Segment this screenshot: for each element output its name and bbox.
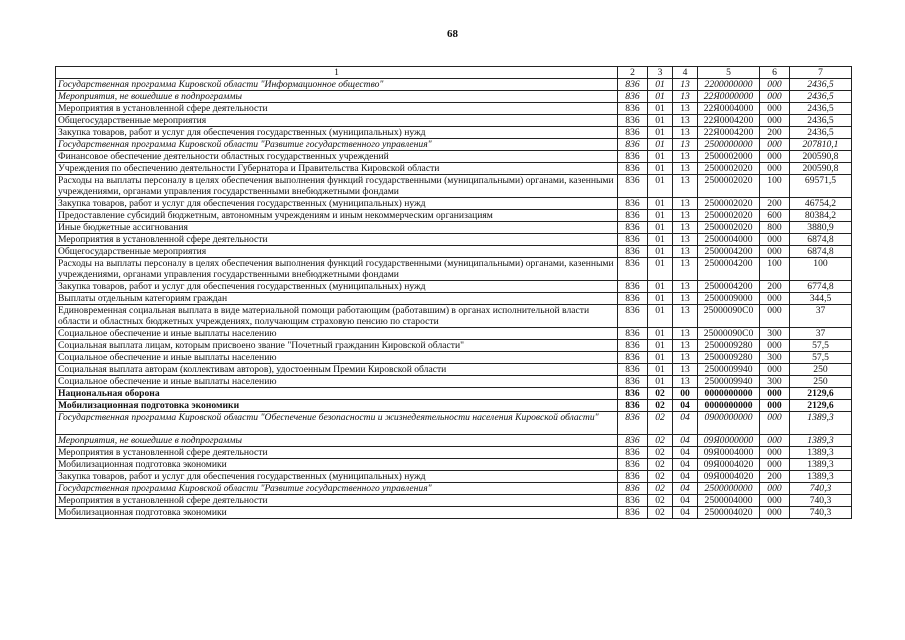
code-article-cell: 2500009940 <box>698 364 760 376</box>
code-expense-type-cell: 300 <box>760 328 790 340</box>
code-article-cell: 2500009280 <box>698 352 760 364</box>
row-name-cell: Государственная программа Кировской области "Информационное общество" <box>56 79 618 91</box>
code-subsection-cell: 13 <box>673 175 698 198</box>
code-ministry-cell: 836 <box>618 435 648 447</box>
code-section-cell: 01 <box>648 115 673 127</box>
code-expense-type-cell: 600 <box>760 210 790 222</box>
row-name-cell: Социальная выплата авторам (коллективам авторов), удостоенным Премии Кировской области <box>56 364 618 376</box>
code-ministry-cell: 836 <box>618 447 648 459</box>
code-expense-type-cell: 000 <box>760 388 790 400</box>
code-section-cell: 02 <box>648 459 673 471</box>
code-subsection-cell: 04 <box>673 471 698 483</box>
code-subsection-cell: 13 <box>673 258 698 281</box>
amount-cell: 37 <box>790 305 852 328</box>
table-row <box>56 91 852 103</box>
code-article-cell: 09Я0004000 <box>698 447 760 459</box>
amount-cell: 250 <box>790 364 852 376</box>
header-cell: 3 <box>648 67 673 79</box>
table-row <box>56 79 852 91</box>
amount-cell: 1389,3 <box>790 459 852 471</box>
header-row <box>56 67 852 79</box>
code-ministry-cell: 836 <box>618 222 648 234</box>
code-article-cell: 2500004020 <box>698 507 760 519</box>
code-ministry-cell: 836 <box>618 495 648 507</box>
code-expense-type-cell: 800 <box>760 222 790 234</box>
code-subsection-cell: 13 <box>673 293 698 305</box>
code-expense-type-cell: 000 <box>760 340 790 352</box>
amount-cell: 6874,8 <box>790 246 852 258</box>
code-ministry-cell: 836 <box>618 340 648 352</box>
code-section-cell: 02 <box>648 447 673 459</box>
code-article-cell: 09Я0000000 <box>698 435 760 447</box>
code-ministry-cell: 836 <box>618 127 648 139</box>
code-ministry-cell: 836 <box>618 246 648 258</box>
row-name-cell: Государственная программа Кировской области "Развитие государственного управления" <box>56 139 618 151</box>
code-subsection-cell: 13 <box>673 352 698 364</box>
code-article-cell: 2500002020 <box>698 198 760 210</box>
amount-cell: 207810,1 <box>790 139 852 151</box>
table-row <box>56 459 852 471</box>
code-subsection-cell: 04 <box>673 435 698 447</box>
code-ministry-cell: 836 <box>618 507 648 519</box>
code-expense-type-cell: 200 <box>760 127 790 139</box>
code-article-cell: 2500002020 <box>698 210 760 222</box>
code-ministry-cell: 836 <box>618 79 648 91</box>
table-row <box>56 340 852 352</box>
code-subsection-cell: 13 <box>673 115 698 127</box>
code-subsection-cell: 00 <box>673 388 698 400</box>
table-row <box>56 163 852 175</box>
code-section-cell: 01 <box>648 151 673 163</box>
row-name-cell: Государственная программа Кировской области "Развитие государственного управления" <box>56 483 618 495</box>
code-expense-type-cell: 000 <box>760 495 790 507</box>
amount-cell: 1389,3 <box>790 471 852 483</box>
amount-cell: 57,5 <box>790 352 852 364</box>
code-subsection-cell: 13 <box>673 151 698 163</box>
code-expense-type-cell: 000 <box>760 400 790 412</box>
code-section-cell: 02 <box>648 483 673 495</box>
code-article-cell: 2500009280 <box>698 340 760 352</box>
code-subsection-cell: 13 <box>673 246 698 258</box>
row-name-cell: Мероприятия в установленной сфере деятельности <box>56 234 618 246</box>
amount-cell: 740,3 <box>790 507 852 519</box>
row-name-cell: Общегосударственные мероприятия <box>56 115 618 127</box>
code-article-cell: 2500002020 <box>698 175 760 198</box>
code-section-cell: 01 <box>648 163 673 175</box>
code-ministry-cell: 836 <box>618 258 648 281</box>
code-section-cell: 01 <box>648 376 673 388</box>
amount-cell: 2436,5 <box>790 91 852 103</box>
header-cell: 2 <box>618 67 648 79</box>
code-ministry-cell: 836 <box>618 483 648 495</box>
table-row <box>56 139 852 151</box>
row-name-cell: Мобилизационная подготовка экономики <box>56 459 618 471</box>
amount-cell: 250 <box>790 376 852 388</box>
code-section-cell: 01 <box>648 328 673 340</box>
row-name-cell: Мероприятия, не вошедшие в подпрограммы <box>56 435 618 447</box>
code-section-cell: 02 <box>648 495 673 507</box>
code-expense-type-cell: 000 <box>760 246 790 258</box>
code-subsection-cell: 04 <box>673 495 698 507</box>
code-subsection-cell: 04 <box>673 507 698 519</box>
table-row <box>56 328 852 340</box>
row-name-cell: Закупка товаров, работ и услуг для обеспечения государственных (муниципальных) нужд <box>56 127 618 139</box>
code-ministry-cell: 836 <box>618 91 648 103</box>
amount-cell: 6874,8 <box>790 234 852 246</box>
code-expense-type-cell: 000 <box>760 459 790 471</box>
table-row <box>56 258 852 281</box>
table-row <box>56 222 852 234</box>
code-subsection-cell: 04 <box>673 459 698 471</box>
code-section-cell: 01 <box>648 305 673 328</box>
code-ministry-cell: 836 <box>618 103 648 115</box>
code-article-cell: 0900000000 <box>698 412 760 435</box>
code-section-cell: 01 <box>648 175 673 198</box>
row-name-cell: Учреждения по обеспечению деятельности Губернатора и Правительства Кировской области <box>56 163 618 175</box>
code-section-cell: 01 <box>648 281 673 293</box>
code-subsection-cell: 04 <box>673 483 698 495</box>
code-expense-type-cell: 300 <box>760 352 790 364</box>
row-name-cell: Выплаты отдельным категориям граждан <box>56 293 618 305</box>
header-cell: 7 <box>790 67 852 79</box>
table-row <box>56 435 852 447</box>
code-ministry-cell: 836 <box>618 412 648 435</box>
amount-cell: 2436,5 <box>790 115 852 127</box>
amount-cell: 2436,5 <box>790 79 852 91</box>
code-article-cell: 25000090С0 <box>698 305 760 328</box>
row-name-cell: Закупка товаров, работ и услуг для обеспечения государственных (муниципальных) нужд <box>56 471 618 483</box>
amount-cell: 57,5 <box>790 340 852 352</box>
table-row <box>56 234 852 246</box>
code-section-cell: 01 <box>648 246 673 258</box>
code-article-cell: 2500009940 <box>698 376 760 388</box>
code-ministry-cell: 836 <box>618 400 648 412</box>
table-row <box>56 495 852 507</box>
code-subsection-cell: 13 <box>673 376 698 388</box>
header-cell: 1 <box>56 67 618 79</box>
row-name-cell: Расходы на выплаты персоналу в целях обеспечения выполнения функций государственными (муниципальными) органами, казенными учреждениями, органами управления государственными внебюджетными фондами <box>56 175 618 198</box>
code-section-cell: 01 <box>648 293 673 305</box>
code-ministry-cell: 836 <box>618 198 648 210</box>
code-article-cell: 2500004200 <box>698 281 760 293</box>
row-name-cell: Мероприятия в установленной сфере деятельности <box>56 103 618 115</box>
row-name-cell: Общегосударственные мероприятия <box>56 246 618 258</box>
amount-cell: 200590,8 <box>790 151 852 163</box>
code-expense-type-cell: 200 <box>760 281 790 293</box>
amount-cell: 46754,2 <box>790 198 852 210</box>
row-name-cell: Социальная выплата лицам, которым присвоено звание "Почетный гражданин Кировской области" <box>56 340 618 352</box>
code-section-cell: 01 <box>648 210 673 222</box>
amount-cell: 80384,2 <box>790 210 852 222</box>
code-article-cell: 2500002000 <box>698 151 760 163</box>
table-row <box>56 507 852 519</box>
code-ministry-cell: 836 <box>618 175 648 198</box>
table-row <box>56 376 852 388</box>
code-subsection-cell: 13 <box>673 198 698 210</box>
code-subsection-cell: 13 <box>673 234 698 246</box>
code-expense-type-cell: 000 <box>760 412 790 435</box>
code-expense-type-cell: 000 <box>760 507 790 519</box>
code-expense-type-cell: 000 <box>760 139 790 151</box>
code-ministry-cell: 836 <box>618 115 648 127</box>
code-ministry-cell: 836 <box>618 281 648 293</box>
budget-table <box>55 66 852 519</box>
code-section-cell: 01 <box>648 198 673 210</box>
code-section-cell: 01 <box>648 258 673 281</box>
code-article-cell: 22Я0004000 <box>698 103 760 115</box>
table-row <box>56 127 852 139</box>
code-section-cell: 01 <box>648 234 673 246</box>
code-article-cell: 09Я0004020 <box>698 471 760 483</box>
code-expense-type-cell: 000 <box>760 364 790 376</box>
row-name-cell: Единовременная социальная выплата в виде материальной помощи работающим (работавшим) в органах исполнительной власти области и областных бюджетных учреждениях, получающим страховую пенсию по старости <box>56 305 618 328</box>
table-row <box>56 198 852 210</box>
row-name-cell: Мобилизационная подготовка экономики <box>56 400 618 412</box>
code-article-cell: 2500000000 <box>698 139 760 151</box>
table-row <box>56 305 852 328</box>
code-article-cell: 22Я0004200 <box>698 115 760 127</box>
code-expense-type-cell: 000 <box>760 447 790 459</box>
code-ministry-cell: 836 <box>618 388 648 400</box>
code-expense-type-cell: 300 <box>760 376 790 388</box>
row-name-cell: Государственная программа Кировской области "Обеспечение безопасности и жизнедеятельности населения Кировской области" <box>56 412 618 435</box>
code-expense-type-cell: 000 <box>760 151 790 163</box>
table-row <box>56 447 852 459</box>
code-ministry-cell: 836 <box>618 139 648 151</box>
table-row <box>56 352 852 364</box>
code-ministry-cell: 836 <box>618 305 648 328</box>
table-row <box>56 115 852 127</box>
table-row <box>56 483 852 495</box>
code-article-cell: 2500004200 <box>698 258 760 281</box>
code-ministry-cell: 836 <box>618 352 648 364</box>
amount-cell: 740,3 <box>790 495 852 507</box>
code-ministry-cell: 836 <box>618 163 648 175</box>
code-expense-type-cell: 000 <box>760 103 790 115</box>
code-section-cell: 02 <box>648 412 673 435</box>
amount-cell: 344,5 <box>790 293 852 305</box>
code-ministry-cell: 836 <box>618 376 648 388</box>
code-ministry-cell: 836 <box>618 151 648 163</box>
row-name-cell: Закупка товаров, работ и услуг для обеспечения государственных (муниципальных) нужд <box>56 198 618 210</box>
code-subsection-cell: 13 <box>673 281 698 293</box>
code-expense-type-cell: 000 <box>760 79 790 91</box>
code-expense-type-cell: 100 <box>760 258 790 281</box>
code-section-cell: 01 <box>648 139 673 151</box>
row-name-cell: Мероприятия в установленной сфере деятельности <box>56 447 618 459</box>
code-expense-type-cell: 000 <box>760 91 790 103</box>
row-name-cell: Социальное обеспечение и иные выплаты населению <box>56 352 618 364</box>
row-name-cell: Расходы на выплаты персоналу в целях обеспечения выполнения функций государственными (муниципальными) органами, казенными учреждениями, органами управления государственными внебюджетными фондами <box>56 258 618 281</box>
code-expense-type-cell: 200 <box>760 471 790 483</box>
amount-cell: 3880,9 <box>790 222 852 234</box>
code-subsection-cell: 13 <box>673 364 698 376</box>
code-subsection-cell: 13 <box>673 305 698 328</box>
row-name-cell: Предоставление субсидий бюджетным, автономным учреждениям и иным некоммерческим организациям <box>56 210 618 222</box>
code-section-cell: 01 <box>648 340 673 352</box>
row-name-cell: Социальное обеспечение и иные выплаты населению <box>56 376 618 388</box>
table-row <box>56 471 852 483</box>
amount-cell: 1389,3 <box>790 435 852 447</box>
code-ministry-cell: 836 <box>618 328 648 340</box>
table-row <box>56 246 852 258</box>
row-name-cell: Национальная оборона <box>56 388 618 400</box>
amount-cell: 740,3 <box>790 483 852 495</box>
code-subsection-cell: 04 <box>673 400 698 412</box>
code-section-cell: 01 <box>648 127 673 139</box>
header-cell: 5 <box>698 67 760 79</box>
code-section-cell: 02 <box>648 507 673 519</box>
code-expense-type-cell: 000 <box>760 293 790 305</box>
code-subsection-cell: 13 <box>673 139 698 151</box>
code-subsection-cell: 13 <box>673 340 698 352</box>
code-expense-type-cell: 000 <box>760 435 790 447</box>
table-row <box>56 364 852 376</box>
code-article-cell: 2500009000 <box>698 293 760 305</box>
code-section-cell: 02 <box>648 435 673 447</box>
table-row <box>56 151 852 163</box>
table-row <box>56 400 852 412</box>
code-expense-type-cell: 000 <box>760 163 790 175</box>
amount-cell: 6774,8 <box>790 281 852 293</box>
code-expense-type-cell: 000 <box>760 305 790 328</box>
code-ministry-cell: 836 <box>618 234 648 246</box>
code-article-cell: 0000000000 <box>698 388 760 400</box>
amount-cell: 1389,3 <box>790 447 852 459</box>
amount-cell: 2129,6 <box>790 400 852 412</box>
code-article-cell: 2200000000 <box>698 79 760 91</box>
code-expense-type-cell: 100 <box>760 175 790 198</box>
code-subsection-cell: 13 <box>673 222 698 234</box>
code-subsection-cell: 13 <box>673 127 698 139</box>
amount-cell: 2129,6 <box>790 388 852 400</box>
code-article-cell: 2500004000 <box>698 234 760 246</box>
code-section-cell: 02 <box>648 400 673 412</box>
code-subsection-cell: 04 <box>673 447 698 459</box>
code-subsection-cell: 13 <box>673 79 698 91</box>
code-article-cell: 2500004000 <box>698 495 760 507</box>
table-row <box>56 103 852 115</box>
code-ministry-cell: 836 <box>618 210 648 222</box>
code-expense-type-cell: 200 <box>760 198 790 210</box>
code-article-cell: 0000000000 <box>698 400 760 412</box>
code-section-cell: 01 <box>648 352 673 364</box>
code-subsection-cell: 13 <box>673 91 698 103</box>
row-name-cell: Мобилизационная подготовка экономики <box>56 507 618 519</box>
row-name-cell: Финансовое обеспечение деятельности областных государственных учреждений <box>56 151 618 163</box>
code-article-cell: 2500000000 <box>698 483 760 495</box>
code-article-cell: 2500004200 <box>698 246 760 258</box>
code-article-cell: 2500002020 <box>698 222 760 234</box>
code-subsection-cell: 13 <box>673 210 698 222</box>
code-subsection-cell: 04 <box>673 412 698 435</box>
code-section-cell: 02 <box>648 388 673 400</box>
header-cell: 6 <box>760 67 790 79</box>
code-ministry-cell: 836 <box>618 364 648 376</box>
table-row <box>56 175 852 198</box>
code-article-cell: 22Я0004200 <box>698 127 760 139</box>
code-article-cell: 2500002020 <box>698 163 760 175</box>
table-row <box>56 412 852 435</box>
page-number: 68 <box>447 28 458 40</box>
code-section-cell: 01 <box>648 222 673 234</box>
code-subsection-cell: 13 <box>673 328 698 340</box>
code-ministry-cell: 836 <box>618 459 648 471</box>
code-section-cell: 01 <box>648 79 673 91</box>
row-name-cell: Иные бюджетные ассигнования <box>56 222 618 234</box>
code-section-cell: 01 <box>648 364 673 376</box>
amount-cell: 37 <box>790 328 852 340</box>
code-section-cell: 01 <box>648 103 673 115</box>
code-article-cell: 09Я0004020 <box>698 459 760 471</box>
code-section-cell: 01 <box>648 91 673 103</box>
code-expense-type-cell: 000 <box>760 483 790 495</box>
amount-cell: 2436,5 <box>790 103 852 115</box>
row-name-cell: Закупка товаров, работ и услуг для обеспечения государственных (муниципальных) нужд <box>56 281 618 293</box>
code-article-cell: 22Я0000000 <box>698 91 760 103</box>
code-subsection-cell: 13 <box>673 103 698 115</box>
amount-cell: 1389,3 <box>790 412 852 435</box>
amount-cell: 69571,5 <box>790 175 852 198</box>
code-ministry-cell: 836 <box>618 471 648 483</box>
table-row <box>56 293 852 305</box>
table-row <box>56 281 852 293</box>
row-name-cell: Мероприятия в установленной сфере деятельности <box>56 495 618 507</box>
code-ministry-cell: 836 <box>618 293 648 305</box>
amount-cell: 2436,5 <box>790 127 852 139</box>
code-article-cell: 25000090С0 <box>698 328 760 340</box>
amount-cell: 100 <box>790 258 852 281</box>
row-name-cell: Мероприятия, не вошедшие в подпрограммы <box>56 91 618 103</box>
code-expense-type-cell: 000 <box>760 234 790 246</box>
header-cell: 4 <box>673 67 698 79</box>
amount-cell: 200590,8 <box>790 163 852 175</box>
table-row <box>56 388 852 400</box>
row-name-cell: Социальное обеспечение и иные выплаты населению <box>56 328 618 340</box>
code-section-cell: 02 <box>648 471 673 483</box>
code-expense-type-cell: 000 <box>760 115 790 127</box>
table-row <box>56 210 852 222</box>
code-subsection-cell: 13 <box>673 163 698 175</box>
